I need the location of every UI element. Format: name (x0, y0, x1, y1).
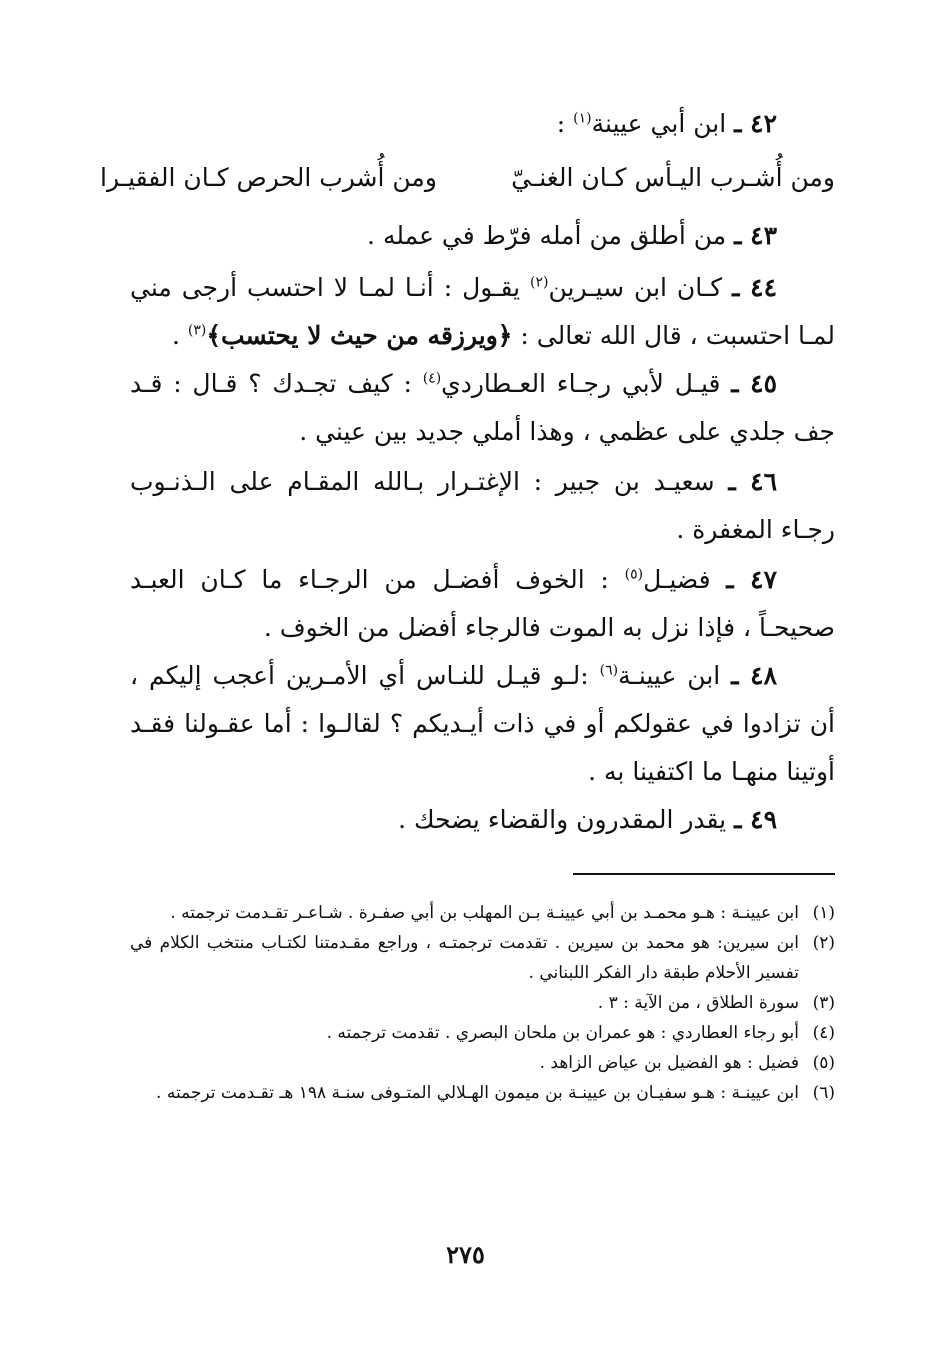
entry-text-continued: يقـول : أنـا لمـا لا احتسب أرجى مني لمـا احتسبت ، قال الله تعالى : (130, 273, 835, 350)
footnote-number: (٢) (812, 933, 835, 953)
footnote-ref: (٢) (530, 274, 549, 291)
page-number: ٢٧٥ (446, 1240, 485, 1269)
entry-text: ابن أبي عيينة (591, 109, 727, 138)
entry-45 (130, 360, 835, 456)
footnote-text: ابن عيينـة : هـو محمـد بن أبي عيينـة بـن المهلب بن أبي صفـرة . شـاعـر تقـدمت ترجمته . (170, 903, 799, 923)
footnote-number: (٦) (812, 1083, 835, 1103)
entry-47 (130, 556, 835, 652)
footnote-number: (٤) (812, 1023, 835, 1043)
entry-text: فضيـل (643, 565, 711, 594)
footnotes (130, 898, 835, 1108)
footnote-ref: (٤) (422, 370, 442, 387)
entry-43 (130, 212, 835, 260)
entry-number: ٤٧ ـ (726, 565, 777, 594)
entry-44 (130, 264, 835, 360)
footnote-text: سورة الطلاق ، من الآية : ٣ . (597, 993, 799, 1013)
entry-text: يقدر المقدرون والقضاء يضحك . (398, 805, 727, 834)
entry-49 (130, 796, 835, 844)
entry-text-continued: : الخوف أفضـل من الرجـاء ما كـان العبـد صحيحـاً ، فإذا نزل به الموت فالرجاء أفضل من الخوف . (130, 565, 835, 642)
footnote-ref: (١) (573, 110, 592, 127)
entry-text: كـان ابن سيـرين (548, 273, 723, 302)
entry-text: سعيـد بن جبير : الإغتـرار بـالله المقـام على الـذنـوب رجـاء المغفرة . (130, 467, 835, 544)
footnote-2 (130, 928, 835, 988)
entry-number: ٤٩ ـ (734, 805, 777, 834)
footnote-text: أبو رجاء العطاردي : هو عمران بن ملحان البصري . تقدمت ترجمته . (326, 1023, 799, 1043)
entry-tail: . (171, 321, 188, 350)
footnote-ref: (٦) (599, 662, 619, 679)
footnote-1 (130, 898, 835, 928)
entry-text-continued: :لـو قيـل للنـاس أي الأمـرين أعجب إليكم ، أن تزادوا في عقولكم أو في ذات أيـديكم ؟ لقالـوا : أما عقـولنا فقـد أوتينا منهـا ما اكتفينا به . (130, 661, 835, 786)
footnote-6 (130, 1078, 835, 1108)
entry-text: قيـل لأبي رجـاء العـطاردي (441, 369, 721, 398)
poem-hemistich-left: ومن أُشرب الحرص كـان الفقيـرا (100, 163, 437, 192)
footnote-text: فضيل : هو الفضيل بن عياض الزاهد . (539, 1053, 799, 1073)
entry-number: ٤٣ ـ (734, 221, 777, 250)
entry-46 (130, 458, 835, 554)
footnote-divider (573, 873, 835, 875)
entry-number: ٤٢ ـ (734, 109, 777, 138)
footnote-text: ابن عيينـة : هـو سفيـان بن عيينـة بن ميمون الهـلالي المتـوفى سنـة ١٩٨ هـ تقـدمت ترجمته . (156, 1083, 799, 1103)
footnote-3 (130, 988, 835, 1018)
entry-text: من أطلق من أمله فرّط في عمله . (367, 221, 727, 250)
footnote-number: (٥) (812, 1053, 835, 1073)
footnote-5 (130, 1048, 835, 1078)
entry-text: ابن عيينـة (618, 661, 721, 690)
footnote-4 (130, 1018, 835, 1048)
footnote-number: (٣) (812, 993, 835, 1013)
entry-tail: : (556, 109, 574, 138)
entry-48 (130, 652, 835, 796)
entry-text-continued: : كيف تجـدك ؟ قـال : قـد جف جلدي على عظمي ، وهذا أملي جديد بين عيني . (130, 369, 835, 446)
quran-verse: ﴿ويرزقه من حيث لا يحتسب﴾ (206, 321, 513, 350)
footnote-text: ابن سيرين: هو محمد بن سيرين . تقدمت ترجمتـه ، وراجع مقـدمتنا لكتـاب منتخب الكلام في تفسير الأحلام طبقة دار الفكر اللبناني . (130, 933, 799, 983)
entry-number: ٤٥ ـ (731, 369, 778, 398)
poem-hemistich-right: ومن أُشـرب اليـأس كـان الغنـيّ (511, 163, 835, 192)
entry-42 (130, 100, 835, 148)
entry-number: ٤٦ ـ (728, 467, 777, 496)
entry-number: ٤٤ ـ (732, 273, 777, 302)
entry-number: ٤٨ ـ (731, 661, 777, 690)
footnote-ref: (٣) (187, 322, 207, 339)
footnote-number: (١) (812, 903, 835, 923)
footnote-ref: (٥) (624, 566, 644, 583)
